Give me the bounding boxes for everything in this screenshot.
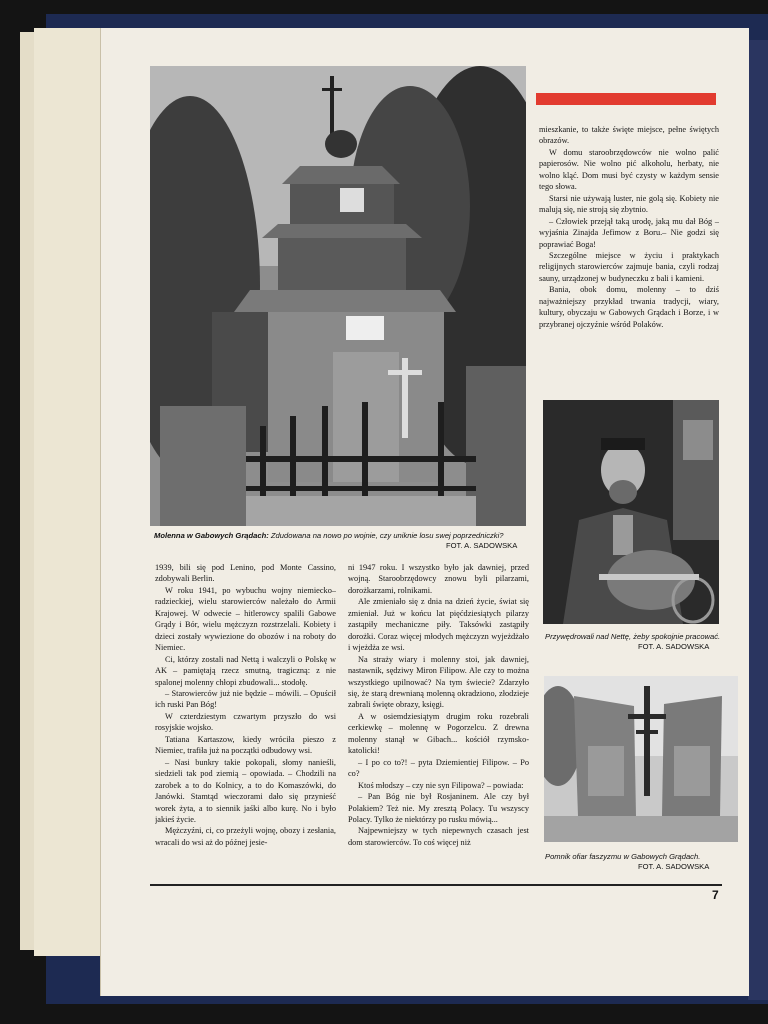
paragraph: mieszkanie, to także święte miejsce, pełne świętych obrazów.	[539, 125, 719, 146]
photo-molenna-church	[150, 66, 526, 526]
caption-monument: Pomnik ofiar faszyzmu w Gabowych Grądach.	[545, 852, 701, 861]
binder-edge	[748, 40, 768, 1000]
caption-church-text: Zdudowana na nowo po wojnie, czy uniknie losu swej poprzedniczki?	[270, 531, 504, 540]
paragraph: Starsi nie używają luster, nie golą się. Kobiety nie malują się, nie stroją się zbytnio.	[539, 193, 719, 215]
credit-craftsman: FOT. A. SADOWSKA	[638, 642, 710, 651]
craftsman-illustration	[543, 400, 719, 624]
caption-craftsman: Przywędrowali nad Nettę, żeby spokojnie pracować.	[545, 632, 721, 641]
paragraph: Najpewniejszy w tych niepewnych czasach jest dom starowierców. To coś więcej niż	[348, 826, 529, 847]
paragraph: Bania, obok domu, molenny – to dziś najważniejszy przykład trwania tradycji, wiary, kultury, obyczaju w Gabowych Grądach i Borze, i w przybranej ojczyźnie wśród Polaków.	[539, 285, 719, 329]
paragraph: Tatiana Kartaszow, kiedy wróciła pieszo z Niemiec, trafiła już na początki odbudowy wsi.	[155, 734, 336, 756]
church-illustration	[150, 66, 526, 526]
column-1-text	[155, 562, 336, 878]
paragraph: W roku 1941, po wybuchu wojny niemiecko–radzieckiej, wielu starowierców należało do Armii Krajowej. W odwecie – hitlerowcy spalili Gabowe Grądy i Bór, wielu mężczyzn rozstrzelali. Kobiety i dzieci zostały wywiezione do obozów i na roboty do Niemiec.	[155, 585, 336, 653]
paragraph: Mężczyźni, ci, co przeżyli wojnę, obozy i zesłania, wracali do wsi aż do późnej jesie-	[155, 826, 336, 847]
paragraph: 1939, bili się pod Lenino, pod Monte Cassino, zdobywali Berlin.	[155, 563, 336, 584]
right-column-text	[539, 124, 719, 394]
paragraph: Szczególne miejsce w życiu i praktykach religijnych starowierców zajmuje bania, czyli rodzaj sauny, urządzonej w budyneczku z bali i kamieni.	[539, 250, 719, 283]
caption-church	[154, 531, 524, 541]
credit-monument: FOT. A. SADOWSKA	[638, 862, 710, 871]
photo-monument	[544, 676, 738, 842]
paragraph: Ale zmieniało się z dnia na dzień życie, świat się zmieniał. Już w końcu lat pięćdziesiątych pilarzy zastąpiły mechaniczne piły. Taksówki zastąpiły dorożki. Coraz więcej młodych mężczyzn wyjeżdżało i wjeżdża ze wsi.	[348, 597, 529, 653]
monument-illustration	[544, 676, 738, 842]
photo-craftsman	[543, 400, 719, 624]
paragraph: Ktoś młodszy – czy nie syn Filipowa? – powiada:	[358, 780, 524, 790]
paragraph: Ci, którzy zostali nad Nettą i walczyli o Polskę w AK – pamiętają rzecz smutną, tragiczną: z nie spalonej molenny chłopi zbudowali... stodołę.	[155, 654, 336, 687]
caption-church-title: Molenna w Gabowych Grądach:	[154, 531, 269, 540]
paragraph: Na straży wiary i molenny stoi, jak dawniej, nastawnik, sędziwy Miron Filipow. Ale czy to można wszystkiego upilnować? Na tym świecie? Zdarzyło się, że starą drewnianą molenną okradziono, złodzieje zabrali święte obrazy, księgi.	[348, 654, 529, 710]
paragraph: – I po co to?! – pyta Dziemientiej Filipow. – Po co?	[348, 757, 529, 779]
page-number: 7	[712, 888, 719, 902]
paragraph: – Starowierców już nie będzie – mówili. – Opuścił ich ruski Pan Bóg!	[155, 688, 336, 710]
footer-rule	[150, 884, 722, 886]
paragraph: W domu staroobrzędowców nie wolno palić papierosów. Nie wolno pić alkoholu, herbaty, nie wolno kląć. Dom musi być czysty w każdym sensie tego słowa.	[539, 147, 719, 192]
paragraph: – Człowiek przejął taką urodę, jaką mu dał Bóg – wyjaśnia Zinajda Jefimow z Boru.– Nie godzi się poprawiać Boga!	[539, 216, 719, 249]
paragraph: ni 1947 roku. I wszystko było jak dawniej, przed wojną. Staroobrzędowcy znowu byli pilarzami, dorożkarzami, rolnikami.	[348, 563, 529, 595]
credit-church: FOT. A. SADOWSKA	[446, 541, 518, 550]
column-2-text	[348, 562, 529, 878]
section-red-bar	[536, 93, 716, 105]
paragraph: – Nasi bunkry takie pokopali, słomy nanieśli, siedzieli tak pod ziemią – opowiada. – Chodzili na zarobek a to do Kolnicy, a to do Komaszówki, do Janówki. Stamtąd wieczorami dało się przynieść worek żyta, a to siennik jaśki albo kurę. No i było jakieś życie.	[155, 757, 336, 824]
paragraph: W czterdziestym czwartym przyszło do wsi rosyjskie wojsko.	[155, 711, 336, 733]
paragraph: – Pan Bóg nie był Rosjaninem. Ale czy był Polakiem? Też nie. My zresztą Polacy. Tu wszyscy Polacy. Tylko że niektórzy po rusku mówią...	[348, 792, 529, 824]
paragraph: A w osiemdziesiątym drugim roku rozebrali cerkiewkę – molennę w Pogorzelcu. Z drewna molenny stanął w Gibach... kościół rzymsko-katolicki!	[348, 711, 529, 756]
